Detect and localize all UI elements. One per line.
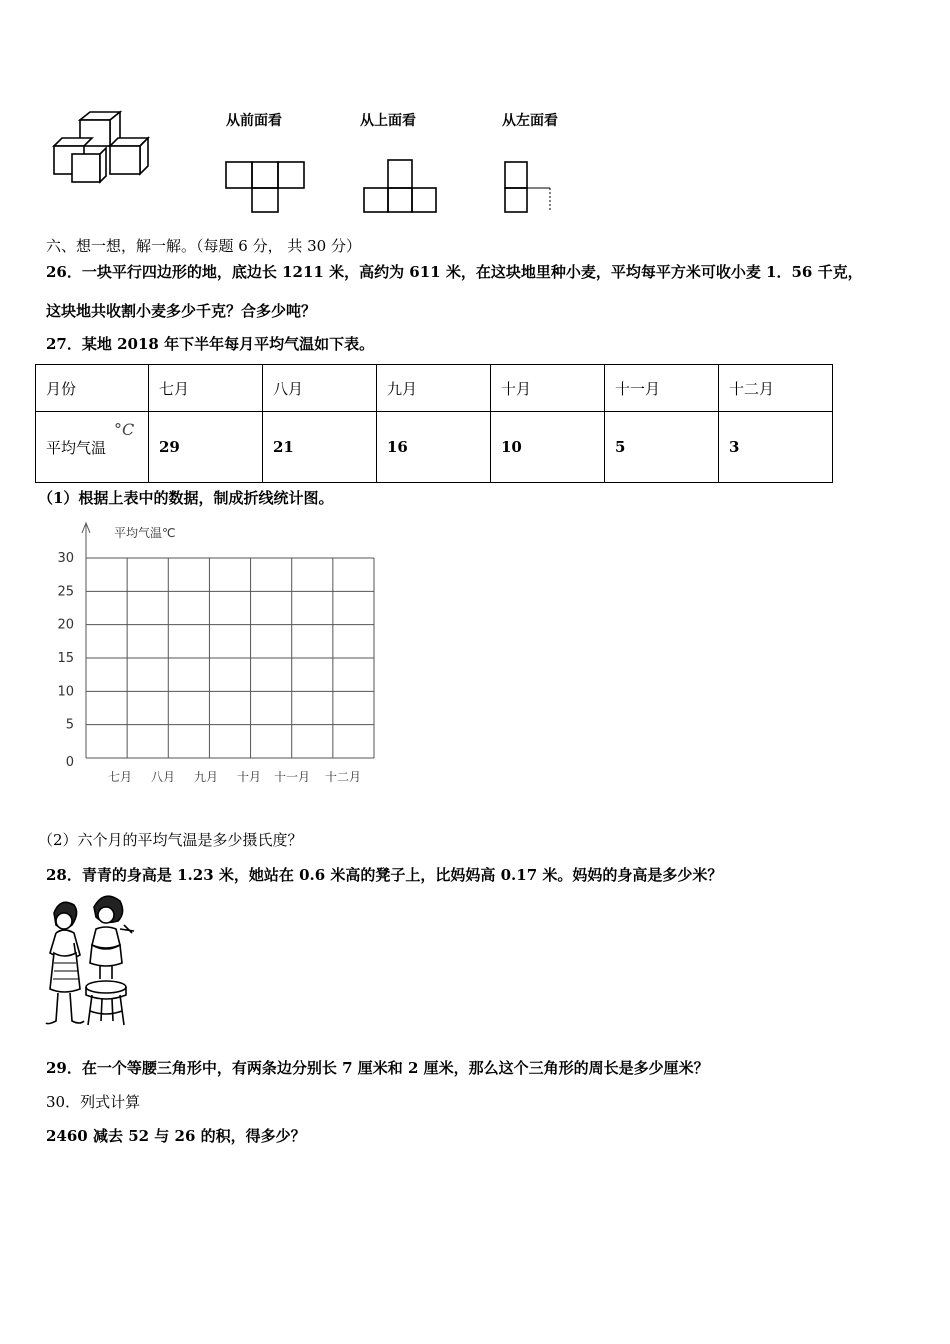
table-value-row bbox=[36, 412, 833, 483]
x-tick-label: 十二月 bbox=[324, 770, 362, 784]
front-view-figure bbox=[222, 156, 312, 216]
temperature-table bbox=[35, 364, 833, 483]
header-cell: 十一月 bbox=[605, 365, 719, 412]
girl-and-mother-illustration bbox=[42, 893, 147, 1033]
q27-sub2: （2）六个月的平均气温是多少摄氏度？ bbox=[38, 831, 303, 849]
header-cell: 十二月 bbox=[719, 365, 833, 412]
value-cell: 10 bbox=[491, 412, 605, 483]
q26-line1: 26．一块平行四边形的地，底边长 1211 米，高约为 611 米，在这块地里种小麦，平均每平方米可收小麦 1．56 千克， bbox=[46, 263, 863, 281]
row-label-cell bbox=[36, 412, 149, 483]
q28-text: 28．青青的身高是 1.23 米，她站在 0.6 米高的凳子上，比妈妈高 0.17 米。妈妈的身高是多少米？ bbox=[46, 866, 723, 884]
section-heading: 六、想一想，解一解。（每题 6 分， 共 30 分） bbox=[46, 237, 361, 255]
q26-line2: 这块地共收割小麦多少千克？合多少吨？ bbox=[46, 302, 317, 320]
value-cell: 3 bbox=[719, 412, 833, 483]
header-cell: 十月 bbox=[491, 365, 605, 412]
q29-text: 29．在一个等腰三角形中，有两条边分别长 7 厘米和 2 厘米，那么这个三角形的周长是多少厘米？ bbox=[46, 1059, 709, 1077]
value-cell: 16 bbox=[377, 412, 491, 483]
y-tick-label: 10 bbox=[57, 684, 74, 700]
y-tick-label: 30 bbox=[57, 551, 74, 566]
cube-stack-figure bbox=[48, 108, 153, 188]
top-view-figure bbox=[360, 156, 444, 216]
value-cell: 29 bbox=[149, 412, 263, 483]
unit-label: °C bbox=[114, 420, 135, 439]
value-cell: 5 bbox=[605, 412, 719, 483]
q27-intro: 27．某地 2018 年下半年每月平均气温如下表。 bbox=[46, 335, 375, 353]
q30-text: 2460 减去 52 与 26 的积，得多少？ bbox=[46, 1127, 306, 1145]
q27-sub1: （1）根据上表中的数据，制成折线统计图。 bbox=[38, 489, 334, 507]
x-tick-label: 十一月 bbox=[273, 770, 311, 784]
x-tick-label: 十月 bbox=[236, 770, 262, 784]
header-cell: 八月 bbox=[263, 365, 377, 412]
line-chart-grid bbox=[40, 515, 400, 800]
y-tick-label: 15 bbox=[57, 651, 74, 666]
x-tick-label: 八月 bbox=[150, 770, 176, 784]
y-tick-label: 25 bbox=[57, 584, 74, 600]
y-tick-label: 5 bbox=[65, 717, 74, 733]
top-view-label: 从上面看 bbox=[360, 113, 416, 129]
table-header-row bbox=[36, 365, 833, 412]
left-view-label: 从左面看 bbox=[502, 113, 558, 129]
front-view-label: 从前面看 bbox=[226, 113, 282, 129]
x-tick-label: 九月 bbox=[193, 770, 219, 784]
q30-title: 30．列式计算 bbox=[46, 1093, 141, 1111]
value-cell: 21 bbox=[263, 412, 377, 483]
header-cell: 九月 bbox=[377, 365, 491, 412]
header-cell: 七月 bbox=[149, 365, 263, 412]
x-tick-label: 七月 bbox=[107, 770, 133, 784]
y-tick-label: 0 bbox=[65, 755, 74, 770]
row-label: 平均气温 bbox=[46, 438, 107, 457]
chart-title: 平均气温℃ bbox=[114, 526, 176, 540]
left-view-figure bbox=[500, 156, 560, 216]
y-tick-label: 20 bbox=[57, 617, 74, 633]
header-cell: 月份 bbox=[36, 365, 149, 412]
